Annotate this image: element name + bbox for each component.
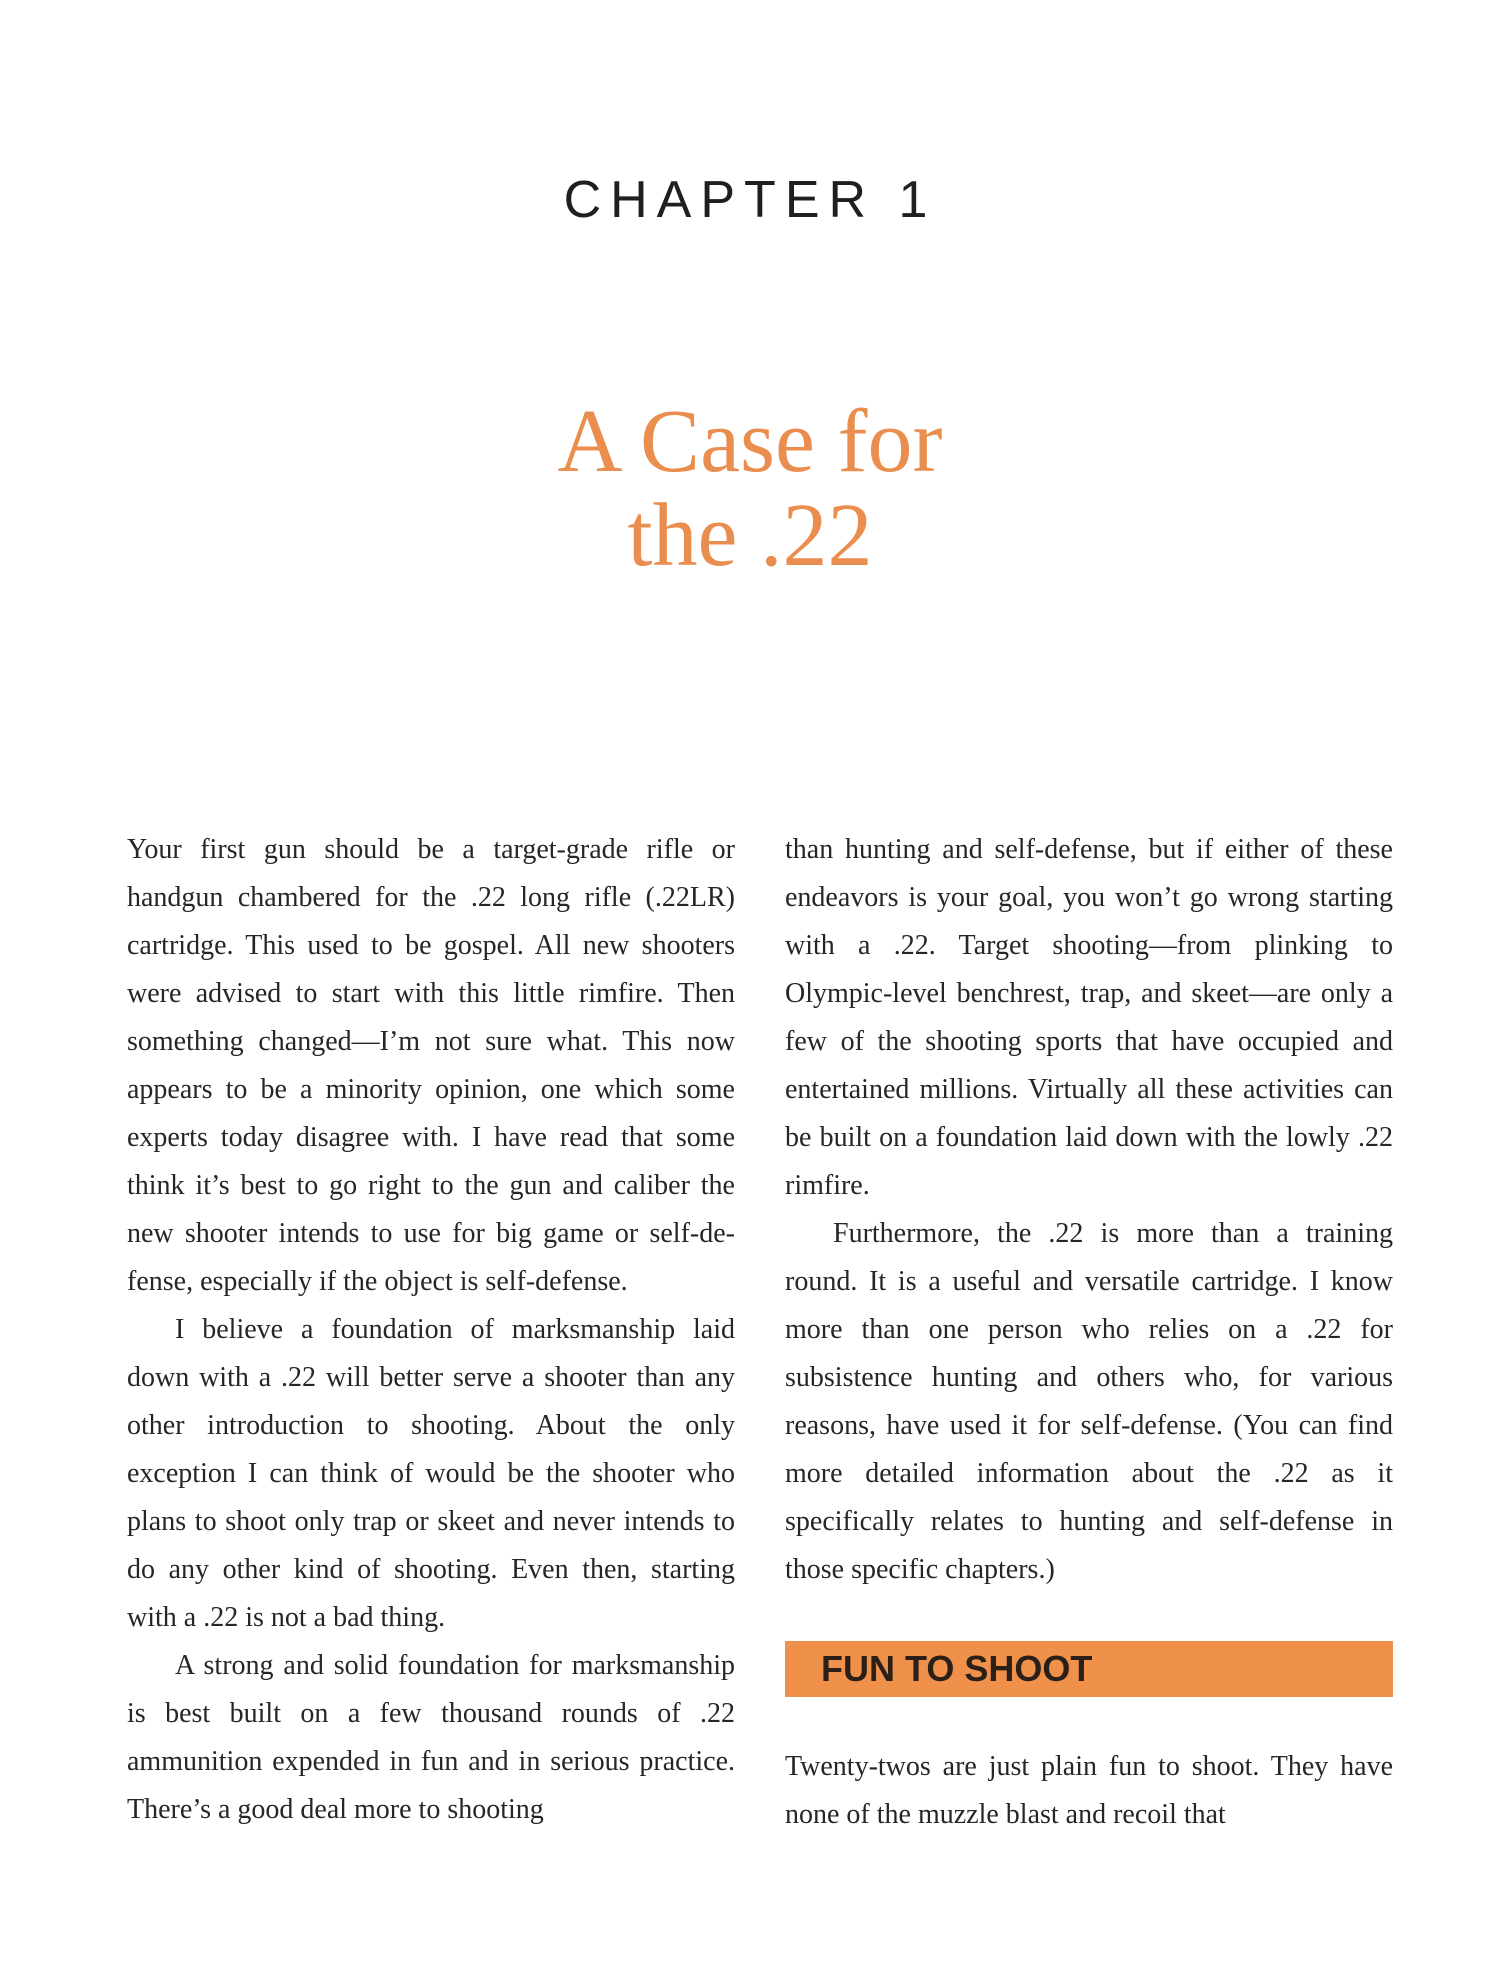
- right-column: [785, 826, 1393, 1839]
- body-paragraph: A strong and solid foundation for marksmanship is best built on a few thousand rounds of .22 ammunition expended in fun and in serious practice. There’s a good deal more to shooting: [127, 1650, 735, 1825]
- body-paragraph: than hunting and self-defense, but if either of these endeavors is your goal, you won’t go wrong starting with a .22. Target shooting—from plinking to Olympic-level benchrest, trap, and skeet—are only a few of the shooting sports that have occupied and entertained millions. Virtually all these activities can be built on a foundation laid down with the lowly .22 rimfire.: [785, 834, 1393, 1201]
- section-heading: FUN TO SHOOT: [785, 1641, 1393, 1697]
- body-paragraph: I believe a foundation of marksmanship laid down with a .22 will better serve a shooter than any other introduction to shooting. About the only exception I can think of would be the shooter who plans to shoot only trap or skeet and never intends to do any other kind of shooting. Even then, starting with a .22 is not a bad thing.: [127, 1314, 735, 1633]
- chapter-title-line-1: A Case for: [557, 392, 943, 491]
- body-paragraph: Furthermore, the .22 is more than a training round. It is a useful and versatile cartridge. I know more than one person who relies on a .22 for subsistence hunting and others who, for various reasons, have used it for self-defense. (You can find more detailed information about the .22 as it specifically relates to hunting and self-defense in those specific chapters.): [785, 1218, 1393, 1585]
- left-column: [127, 826, 735, 1834]
- chapter-title: [0, 392, 1500, 585]
- chapter-label: CHAPTER 1: [563, 171, 937, 229]
- body-paragraph: Your first gun should be a target-grade rifle or handgun chambered for the .22 long rifle (.22LR) cartridge. This used to be gospel. All new shooters were advised to start with this little rimfire. Then something changed—I’m not sure what. This now appears to be a minority opinion, one which some experts today disagree with. I have read that some think it’s best to go right to the gun and caliber the new shooter intends to use for big game or self-defense, especially if the object is self-defense.: [127, 834, 735, 1297]
- chapter-title-line-2: the .22: [627, 486, 873, 585]
- body-paragraph: Twenty-twos are just plain fun to shoot. They have none of the muzzle blast and recoil that: [785, 1751, 1393, 1830]
